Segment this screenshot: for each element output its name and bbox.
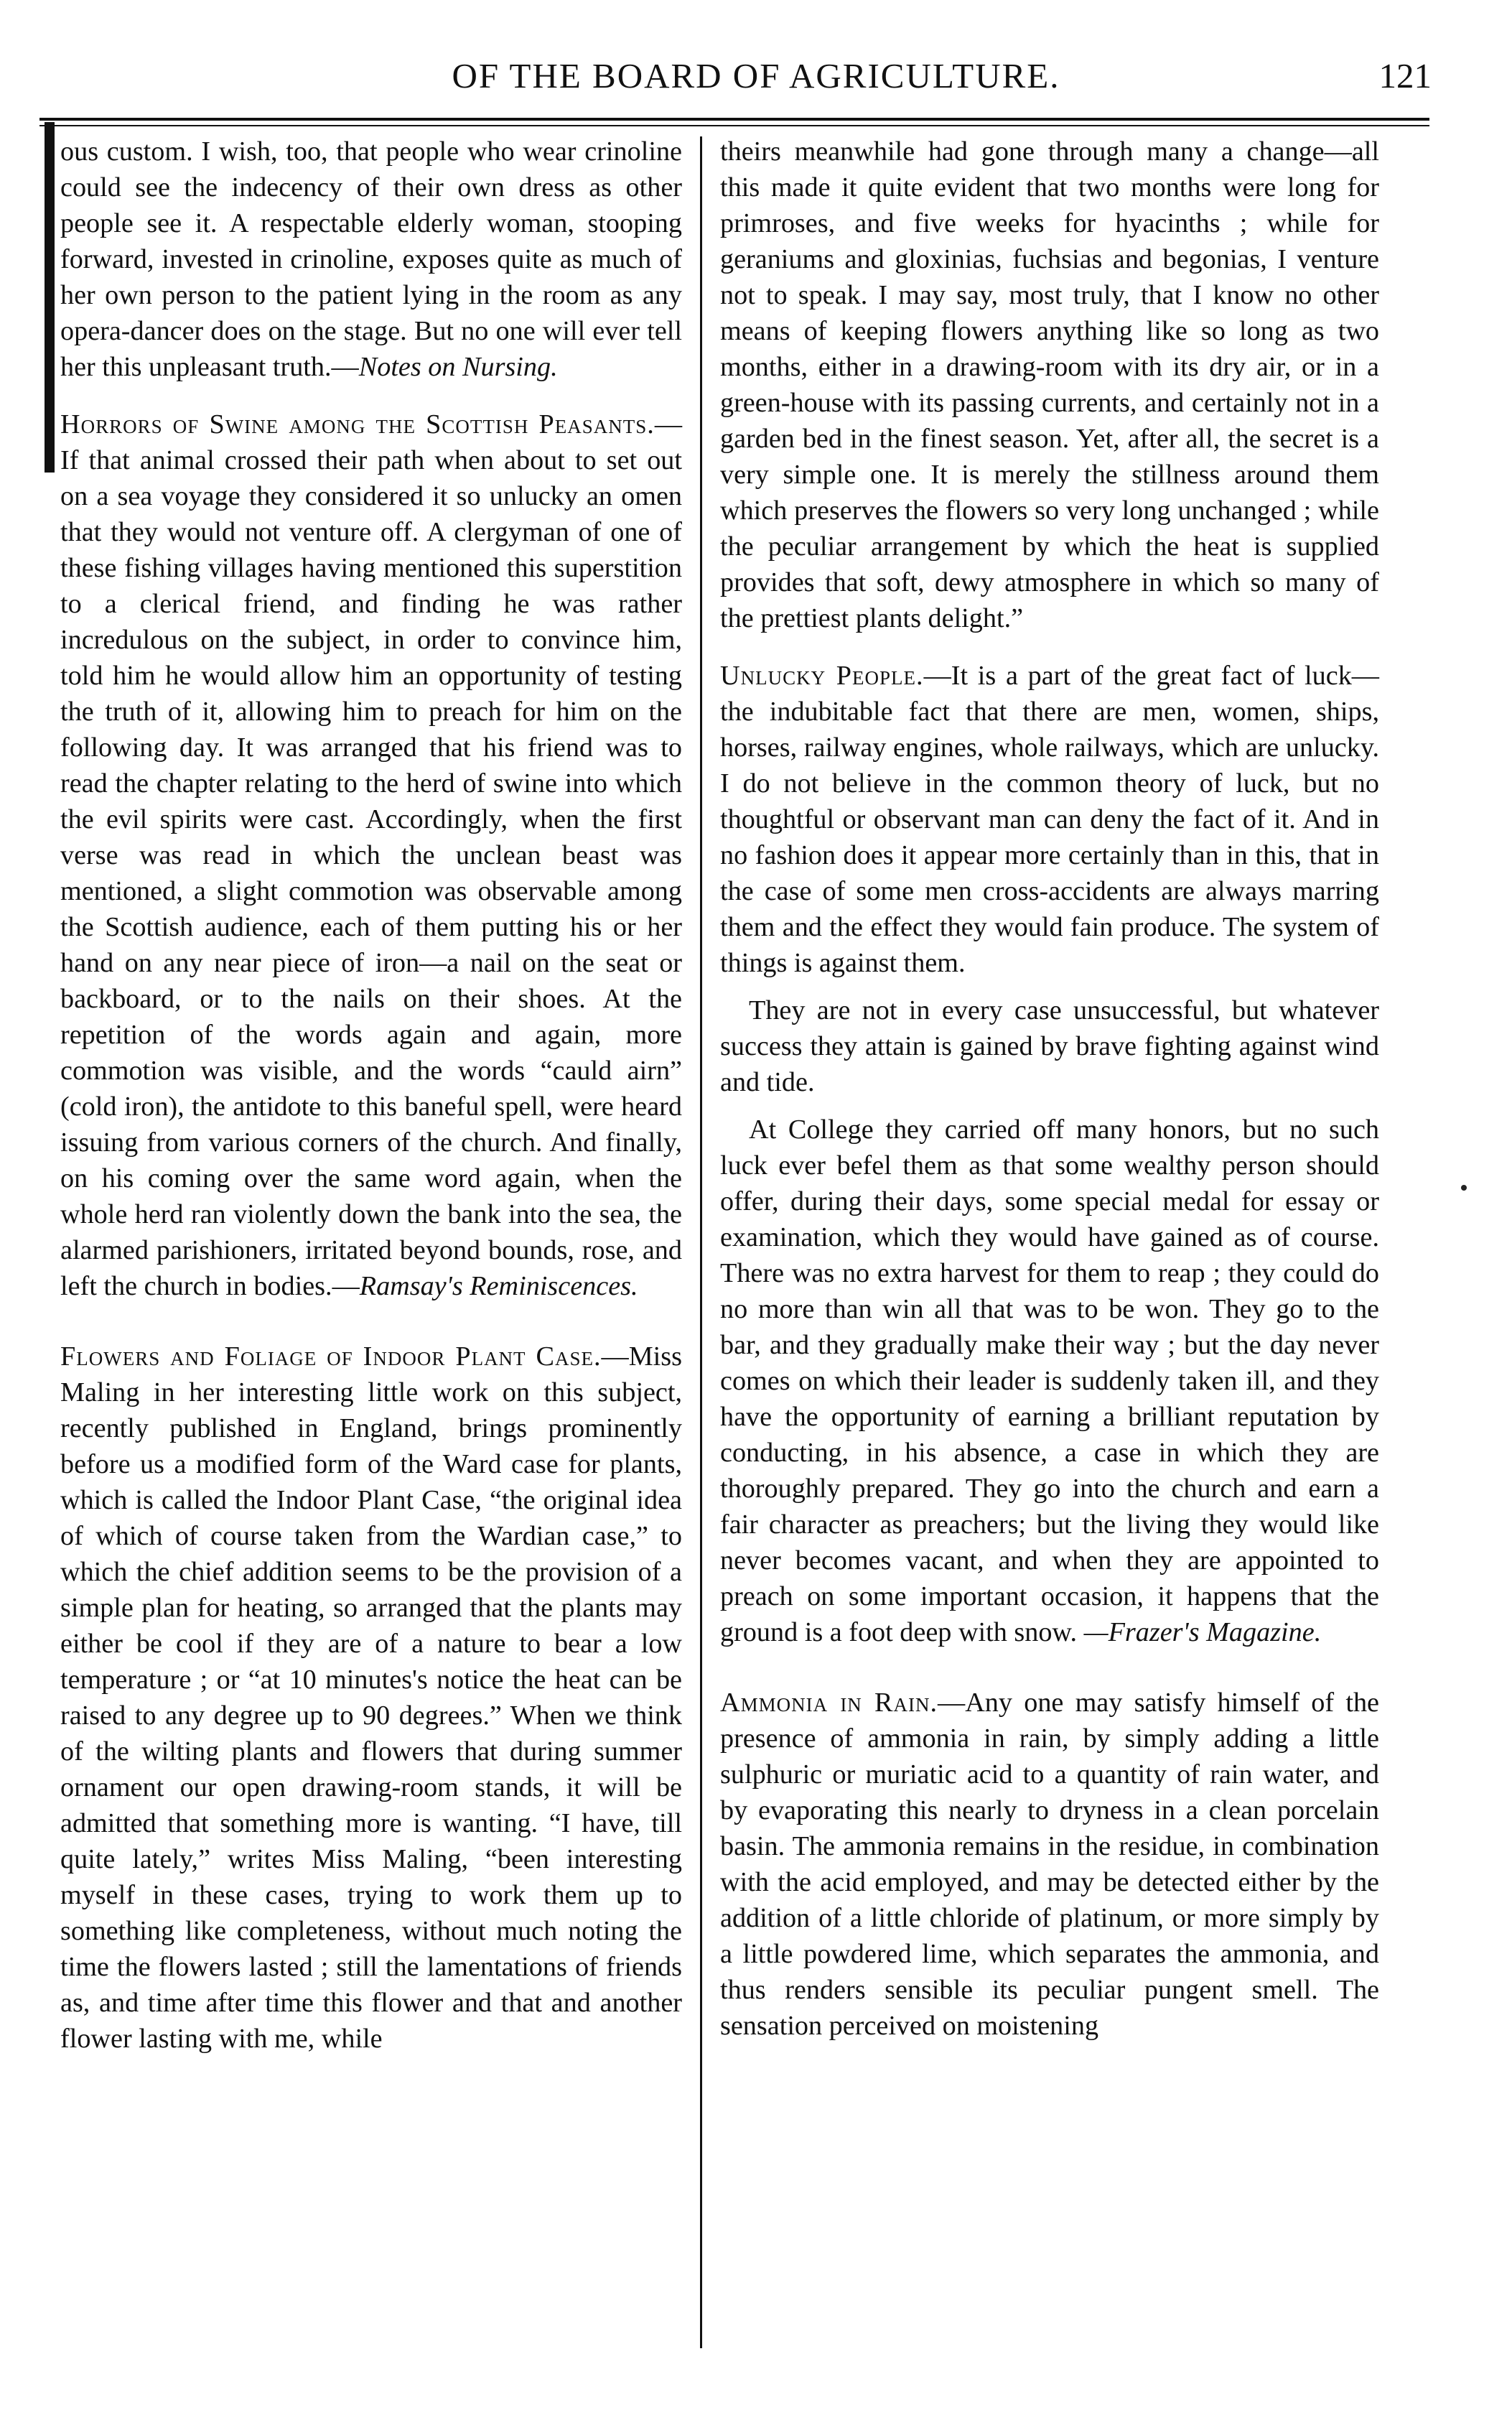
heading-ammonia: Ammonia in Rain. bbox=[720, 1688, 938, 1718]
paragraph-unlucky-2-text: They are not in every case unsuccessful, but whatever success they attain is gained by brave fighting against wind and tide. bbox=[720, 995, 1379, 1097]
source-ramsay: Ramsay's Reminiscences. bbox=[359, 1271, 638, 1301]
source-frazers: —Frazer's Magazine. bbox=[1083, 1617, 1322, 1647]
paragraph-unlucky-2 bbox=[720, 992, 1379, 1100]
paragraph-unlucky-3 bbox=[720, 1112, 1379, 1650]
paragraph-flowers-continued bbox=[720, 134, 1379, 636]
source-notes-on-nursing: Notes on Nursing. bbox=[358, 352, 558, 382]
header-rule bbox=[39, 118, 1429, 121]
column-divider bbox=[700, 136, 702, 2348]
right-column bbox=[720, 134, 1379, 2044]
page-number: 121 bbox=[1378, 56, 1432, 96]
left-column bbox=[60, 134, 682, 2057]
paragraph-unlucky-3-text: At College they carried off many honors, but no such luck ever befel them as that some wealthy person should offer, during their days, some special medal for essay or examination, which they would have gained as of course. There was no extra harvest for them to reap ; they could do no more than win all that was to be won. They go to the bar, and they gradually make their way ; but the day never comes on which their leader is suddenly taken ill, and they have the opportunity of earning a brilliant reputation by conducting, in his absence, a case in which they are thoroughly prepared. They go into the church and earn a fair character as preachers; but the living they would like never becomes vacant, and when they are appointed to preach on some important occasion, it happens that the ground is a foot deep with snow. bbox=[720, 1115, 1379, 1647]
heading-unlucky: Unlucky People. bbox=[720, 661, 924, 691]
paragraph-unlucky bbox=[720, 658, 1379, 981]
heading-flowers: Flowers and Foliage of Indoor Plant Case. bbox=[60, 1341, 602, 1372]
running-title: OF THE BOARD OF AGRICULTURE. bbox=[452, 56, 1060, 96]
margin-bar bbox=[45, 122, 55, 473]
paragraph-flowers-text: —Miss Maling in her interesting little work on this subject, recently published in England, brings prominently before us a modified form of the Ward case for plants, which is called the Indoor Plant Case, “the original idea of which of course taken from the Wardian case,” to which the chief addition seems to be the provision of a simple plan for heating, so arranged that the plants may either be cool if they are of a nature to bear a low temperature ; or “at 10 minutes's notice the heat can be raised to any degree up to 90 degrees.” When we think of the wilting plants and flowers that during summer ornament our open drawing-room stands, it will be admitted that something more is wanting. “I have, till quite lately,” writes Miss Maling, “been interesting myself in these cases, trying to work them up to something like completeness, without much noting the time the flowers lasted ; still the lamentations of friends as, and time after time this flower and that and another flower lasting with me, while bbox=[60, 1341, 682, 2054]
heading-swine: Horrors of Swine among the Scottish Peasants. bbox=[60, 409, 655, 439]
paragraph-ammonia-text: —Any one may satisfy himself of the presence of ammonia in rain, by simply adding a little sulphuric or muriatic acid to a quantity of rain water, and by evaporating this nearly to dryness in a clean porcelain basin. The ammonia remains in the residue, in combination with the acid employed, and may be detected either by the addition of a little chloride of platinum, or more simply by a little powdered lime, which separates the ammonia, and thus renders sensible its peculiar pungent smell. The sensation perceived on moistening bbox=[720, 1688, 1379, 2041]
paragraph-flowers bbox=[60, 1339, 682, 2057]
running-head bbox=[0, 55, 1512, 105]
paragraph-unlucky-text: —It is a part of the great fact of luck—the indubitable fact that there are men, women, ships, horses, railway engines, whole railways, which are unlucky. I do not believe in the common theory of luck, but no thoughtful or observant man can deny the fact of it. And in no fashion does it appear more certainly than in this, that in the case of some men cross-accidents are always marring them and the effect they would fain produce. The system of things is against them. bbox=[720, 661, 1379, 978]
paragraph-swine bbox=[60, 406, 682, 1304]
margin-dot bbox=[1461, 1185, 1467, 1191]
paragraph-ammonia bbox=[720, 1685, 1379, 2044]
paragraph-nursing bbox=[60, 134, 682, 385]
paragraph-swine-text: —If that animal crossed their path when about to set out on a sea voyage they considered it so unlucky an omen that they would not venture off. A clergyman of one of these fishing villages having mentioned this superstition to a clerical friend, and finding he was rather incredulous on the subject, in order to convince him, told him he would allow him an opportunity of testing the truth of it, allowing him to preach for him on the following day. It was arranged that his friend was to read the chapter relating to the herd of swine into which the evil spirits were cast. Accordingly, when the first verse was read in which the unclean beast was mentioned, a slight commotion was observable among the Scottish audience, each of them putting his or her hand on any near piece of iron—a nail on the seat or backboard, or to the nails on their shoes. At the repetition of the words again and again, more commotion was visible, and the words “cauld airn” (cold iron), the antidote to this baneful spell, were heard issuing from various corners of the church. And finally, on his coming over the same word again, when the whole herd ran violently down the bank into the sea, the alarmed parishioners, irritated beyond bounds, rose, and left the church in bodies.— bbox=[60, 409, 682, 1301]
paragraph-nursing-text: ous custom. I wish, too, that people who wear crinoline could see the indecency of their own dress as other people see it. A respectable elderly woman, stooping forward, invested in crinoline, exposes quite as much of her own person to the patient lying in the room as any opera-dancer does on the stage. But no one will ever tell her this unpleasant truth.— bbox=[60, 136, 682, 382]
paragraph-flowers-continued-text: theirs meanwhile had gone through many a change—all this made it quite evident that two months were long for primroses, and five weeks for hyacinths ; while for geraniums and gloxinias, fuchsias and begonias, I venture not to speak. I may say, most truly, that I know no other means of keeping flowers anything like so long as two months, either in a drawing-room with its dry air, or in a green-house with its passing currents, and certainly not in a garden bed in the finest season. Yet, after all, the secret is a very simple one. It is merely the stillness around them which preserves the flowers so very long unchanged ; while the peculiar arrangement by which the heat is supplied provides that soft, dewy atmosphere in which so many of the prettiest plants delight.” bbox=[720, 136, 1379, 633]
header-rule-thin bbox=[39, 125, 1429, 126]
